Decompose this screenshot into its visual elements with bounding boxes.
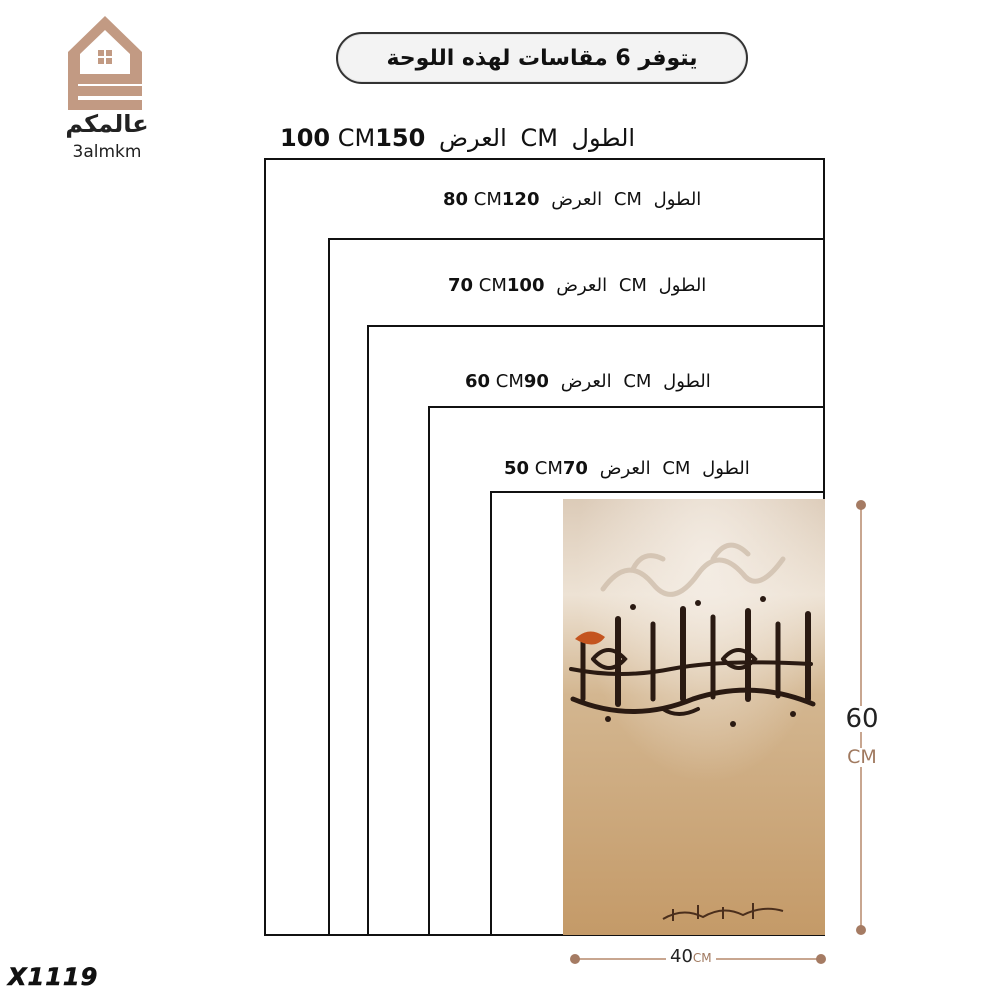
height-dimension-top-dot bbox=[856, 500, 866, 510]
size-label-90x60: 60 CM العرض 90 CM الطول bbox=[465, 371, 711, 392]
width-dimension-right-dot bbox=[816, 954, 826, 964]
height-dimension-bottom-dot bbox=[856, 925, 866, 935]
size-label-70x50: 50 CM العرض 70 CM الطول bbox=[504, 458, 750, 479]
size-label-100x70: 70 CM العرض 100 CM الطول bbox=[448, 275, 707, 296]
height-dimension-value: 60 bbox=[842, 706, 882, 732]
product-code: X1119 bbox=[8, 963, 99, 991]
calligraphy-canvas-image bbox=[563, 499, 825, 935]
size-label-120x80: 80 CM العرض 120 CM الطول bbox=[443, 189, 702, 210]
brand-name-arabic: عالمكم bbox=[65, 110, 149, 138]
width-dimension-unit: CM bbox=[692, 951, 712, 965]
brand-name-latin: 3almkm bbox=[72, 142, 142, 162]
width-dimension-value: 40 bbox=[670, 946, 693, 967]
width-dimension-left-dot bbox=[570, 954, 580, 964]
house-logo-icon bbox=[66, 14, 144, 110]
size-label-150x100: 100 CM العرض 150 CM الطول bbox=[280, 124, 636, 152]
width-dimension-label bbox=[666, 948, 716, 966]
sizes-available-banner: يتوفر 6 مقاسات لهذه اللوحة bbox=[336, 32, 748, 84]
height-dimension-unit: CM bbox=[842, 748, 882, 767]
